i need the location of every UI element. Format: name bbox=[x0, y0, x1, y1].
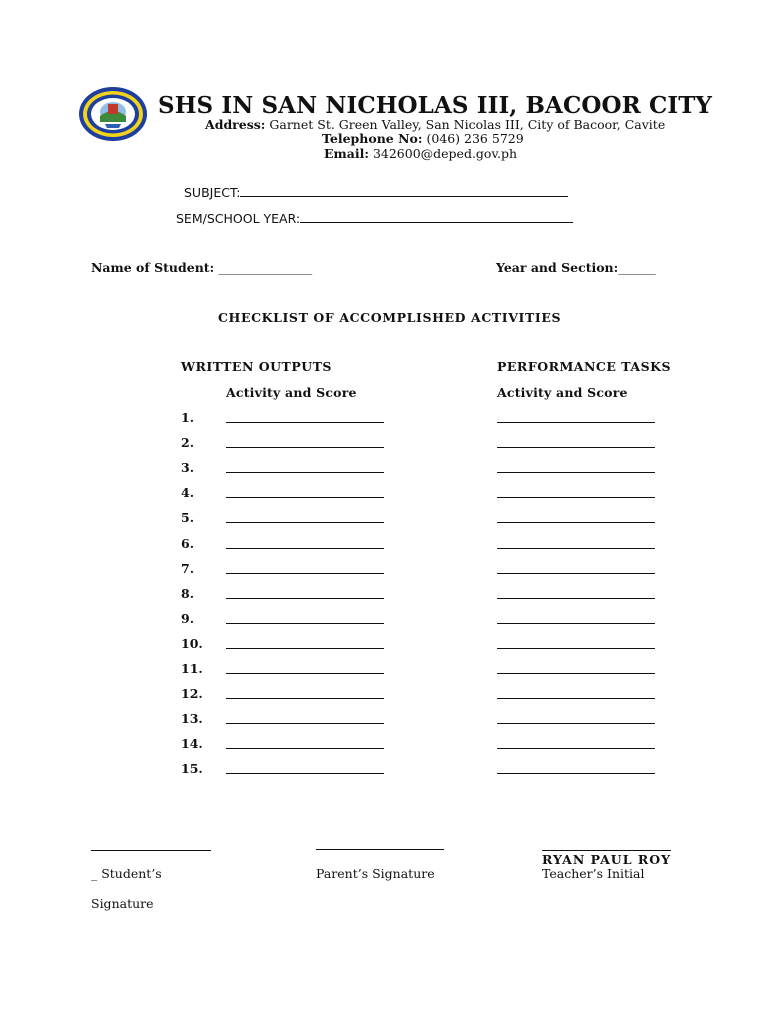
performance-task-blank[interactable] bbox=[497, 623, 655, 624]
telephone-label: Telephone No: bbox=[322, 131, 423, 146]
item-number: 14. bbox=[181, 736, 203, 751]
address-label: Address: bbox=[205, 117, 266, 132]
performance-task-blank[interactable] bbox=[497, 522, 655, 523]
written-outputs-heading: WRITTEN OUTPUTS bbox=[181, 359, 332, 374]
parent-signature-caption: Parent’s Signature bbox=[316, 866, 435, 881]
school-email bbox=[324, 146, 517, 161]
sem-blank-line[interactable] bbox=[300, 210, 573, 223]
performance-task-blank[interactable] bbox=[497, 698, 655, 699]
school-seal-logo bbox=[78, 86, 148, 142]
written-output-blank[interactable] bbox=[226, 623, 384, 624]
performance-task-blank[interactable] bbox=[497, 673, 655, 674]
performance-task-blank[interactable] bbox=[497, 447, 655, 448]
student-signature-caption-1: _ Student’s bbox=[91, 866, 162, 881]
performance-task-blank[interactable] bbox=[497, 598, 655, 599]
performance-task-blank[interactable] bbox=[497, 648, 655, 649]
performance-task-blank[interactable] bbox=[497, 497, 655, 498]
item-number: 4. bbox=[181, 485, 195, 500]
student-name-blank[interactable]: _______________ bbox=[218, 260, 313, 275]
student-name-label: Name of Student: bbox=[91, 260, 219, 275]
email-value: 342600@deped.gov.ph bbox=[368, 146, 518, 161]
performance-task-blank[interactable] bbox=[497, 422, 655, 423]
performance-task-blank[interactable] bbox=[497, 748, 655, 749]
email-label: Email: bbox=[324, 146, 369, 161]
performance-activity-score-heading: Activity and Score bbox=[497, 385, 628, 400]
item-number: 9. bbox=[181, 611, 195, 626]
performance-task-blank[interactable] bbox=[497, 723, 655, 724]
written-activity-score-heading: Activity and Score bbox=[226, 385, 357, 400]
address-value: Garnet St. Green Valley, San Nicolas III, City of Bacoor, Cavite bbox=[265, 117, 666, 132]
school-name-heading: SHS IN SAN NICHOLAS III, BACOOR CITY bbox=[158, 92, 712, 119]
subject-field bbox=[184, 184, 568, 200]
written-output-blank[interactable] bbox=[226, 447, 384, 448]
written-output-blank[interactable] bbox=[226, 522, 384, 523]
sem-school-year-field bbox=[176, 210, 573, 226]
written-output-blank[interactable] bbox=[226, 648, 384, 649]
written-output-blank[interactable] bbox=[226, 748, 384, 749]
performance-task-blank[interactable] bbox=[497, 773, 655, 774]
teacher-initial-caption: Teacher’s Initial bbox=[542, 866, 645, 881]
performance-tasks-heading: PERFORMANCE TASKS bbox=[497, 359, 671, 374]
sem-label: SEM/SCHOOL YEAR: bbox=[176, 211, 301, 226]
performance-task-blank[interactable] bbox=[497, 548, 655, 549]
year-section-label: Year and Section: bbox=[496, 260, 619, 275]
written-output-blank[interactable] bbox=[226, 548, 384, 549]
written-output-blank[interactable] bbox=[226, 698, 384, 699]
school-address bbox=[205, 117, 665, 132]
item-number: 7. bbox=[181, 561, 195, 576]
item-number: 3. bbox=[181, 460, 195, 475]
item-number: 12. bbox=[181, 686, 203, 701]
written-output-blank[interactable] bbox=[226, 673, 384, 674]
item-number: 1. bbox=[181, 410, 195, 425]
item-number: 5. bbox=[181, 510, 195, 525]
written-output-blank[interactable] bbox=[226, 422, 384, 423]
written-output-blank[interactable] bbox=[226, 497, 384, 498]
item-number: 10. bbox=[181, 636, 203, 651]
subject-blank-line[interactable] bbox=[240, 184, 568, 197]
year-section-field bbox=[496, 260, 656, 275]
student-signature-line[interactable] bbox=[91, 850, 211, 851]
performance-task-blank[interactable] bbox=[497, 573, 655, 574]
written-output-blank[interactable] bbox=[226, 573, 384, 574]
item-number: 11. bbox=[181, 661, 203, 676]
school-telephone bbox=[322, 131, 524, 146]
written-output-blank[interactable] bbox=[226, 723, 384, 724]
checklist-title: CHECKLIST OF ACCOMPLISHED ACTIVITIES bbox=[218, 310, 562, 325]
teacher-name: RYAN PAUL ROY bbox=[542, 852, 672, 867]
written-output-blank[interactable] bbox=[226, 773, 384, 774]
subject-label: SUBJECT: bbox=[184, 185, 241, 200]
parent-signature-line[interactable] bbox=[316, 849, 444, 850]
item-number: 15. bbox=[181, 761, 203, 776]
performance-task-blank[interactable] bbox=[497, 472, 655, 473]
telephone-value: (046) 236 5729 bbox=[422, 131, 524, 146]
written-output-blank[interactable] bbox=[226, 472, 384, 473]
item-number: 13. bbox=[181, 711, 203, 726]
student-signature-caption-2: Signature bbox=[91, 896, 154, 911]
item-number: 2. bbox=[181, 435, 195, 450]
item-number: 6. bbox=[181, 536, 195, 551]
student-name-field bbox=[91, 260, 312, 275]
year-section-blank[interactable]: ______ bbox=[618, 260, 656, 275]
item-number: 8. bbox=[181, 586, 195, 601]
written-output-blank[interactable] bbox=[226, 598, 384, 599]
